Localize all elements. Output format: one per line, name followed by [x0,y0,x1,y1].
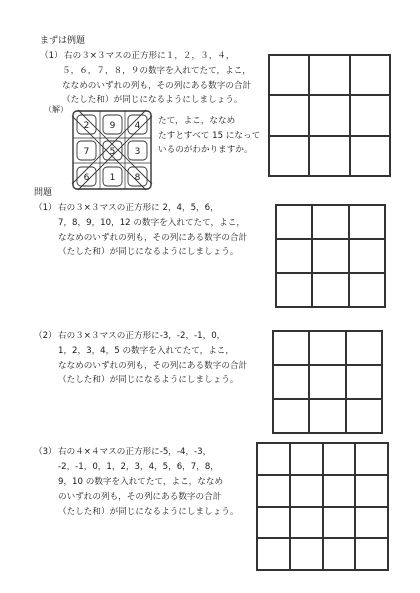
solution-cell-0-2: 4 [134,121,141,131]
problem-3-line-5: （たした和）が同じになるようにしましょう。 [58,507,239,517]
grid-cell[interactable] [312,205,348,239]
problem-3-line-4: のいずれの列も，その列にある数字の合計 [58,492,222,502]
grid-cell[interactable] [276,239,312,273]
grid-cell[interactable] [323,475,356,507]
grid-cell[interactable] [257,507,290,539]
grid-cell[interactable] [350,95,390,135]
example-answer-grid [268,54,391,177]
problem-1-line-4: （たした和）が同じになるようにしましょう。 [58,247,239,257]
grid-cell[interactable] [309,365,345,399]
grid-cell[interactable] [276,205,312,239]
problems-heading: 問題 [34,188,53,198]
example-problem-line-2: ５，６，７，８，９の数字を入れてたて，よこ， [62,66,251,76]
grid-cell[interactable] [349,239,385,273]
grid-cell[interactable] [273,331,309,365]
solution-cell-2-1: 1 [109,173,116,183]
solution-cell-0-1: 9 [109,121,116,131]
grid-cell[interactable] [355,475,388,507]
grid-cell[interactable] [346,365,382,399]
grid-cell[interactable] [309,399,345,433]
explanation-line-2: たすとすべて 15 になって [158,131,261,141]
grid-cell[interactable] [350,55,390,95]
grid-cell[interactable] [273,399,309,433]
problem-3-grid [256,442,389,571]
problem-1-number: （1） [34,203,57,213]
grid-cell[interactable] [290,507,323,539]
grid-cell[interactable] [269,136,309,176]
grid-cell[interactable] [290,443,323,475]
problem-3-line-3: 9，10 の数字を入れてたて，よこ，ななめ [58,477,224,487]
grid-cell[interactable] [346,399,382,433]
problem-2-line-4: （たした和）が同じになるようにしましょう。 [58,375,239,385]
problem-2-line-1: 右の３×３マスの正方形に-3，-2，-1，0， [58,331,226,341]
problem-1-line-2: 7，8，9，10，12 の数字を入れてたて，よこ， [58,218,245,228]
grid-cell[interactable] [309,136,349,176]
problem-1-grid [275,204,386,308]
grid-cell[interactable] [346,331,382,365]
grid-cell[interactable] [309,95,349,135]
grid-cell[interactable] [290,538,323,570]
example-problem-number: （1） [40,51,63,61]
grid-cell[interactable] [323,443,356,475]
solution-cell-1-1: 5 [109,147,116,157]
example-problem-line-4: （たした和）が同じになるようにしましょう。 [62,95,243,105]
problem-1-line-1: 右の３×３マスの正方形に 2，4，5，6， [58,203,219,213]
grid-cell[interactable] [309,331,345,365]
grid-cell[interactable] [290,475,323,507]
problem-2-number: （2） [34,331,57,341]
solution-label: （解） [44,105,68,114]
grid-cell[interactable] [257,538,290,570]
problem-2-line-2: 1，2，3，4，5 の数字を入れてたて，よこ， [58,346,234,356]
grid-cell[interactable] [349,205,385,239]
grid-cell[interactable] [323,538,356,570]
grid-cell[interactable] [276,273,312,307]
example-heading: まずは例題 [40,36,86,46]
grid-cell[interactable] [309,55,349,95]
solution-cell-1-0: 7 [83,147,90,157]
grid-cell[interactable] [257,475,290,507]
grid-cell[interactable] [269,55,309,95]
grid-cell[interactable] [323,507,356,539]
grid-cell[interactable] [257,443,290,475]
problem-1-line-3: ななめのいずれの列も，その列にある数字の合計 [58,233,248,243]
explanation-line-3: いるのがわかりますか。 [158,145,253,155]
grid-cell[interactable] [350,136,390,176]
problem-2-grid [272,330,383,434]
solution-cell-1-2: 3 [134,147,141,157]
explanation-line-1: たて，よこ，ななめ [158,116,236,126]
grid-cell[interactable] [312,239,348,273]
solution-cell-2-0: 6 [83,173,90,183]
grid-cell[interactable] [273,365,309,399]
grid-cell[interactable] [355,443,388,475]
problem-3-line-1: 右の４×４マスの正方形に-5，-4，-3， [58,447,212,457]
example-problem-line-3: ななめのいずれの列も，その列にある数字の合計 [62,81,252,91]
grid-cell[interactable] [269,95,309,135]
grid-cell[interactable] [355,538,388,570]
problem-3-number: （3） [34,447,57,457]
grid-cell[interactable] [355,507,388,539]
problem-2-line-3: ななめのいずれの列も，その列にある数字の合計 [58,361,248,371]
grid-cell[interactable] [312,273,348,307]
problem-3-line-2: -2，-1，0，1，2，3，4，5，6，7，8， [58,462,219,472]
example-problem-line-1: 右の３×３マスの正方形に１，２，３，４， [64,51,235,61]
grid-cell[interactable] [349,273,385,307]
example-solution-square [70,108,154,192]
solution-cell-2-2: 8 [134,173,141,183]
solution-cell-0-0: 2 [83,121,90,131]
